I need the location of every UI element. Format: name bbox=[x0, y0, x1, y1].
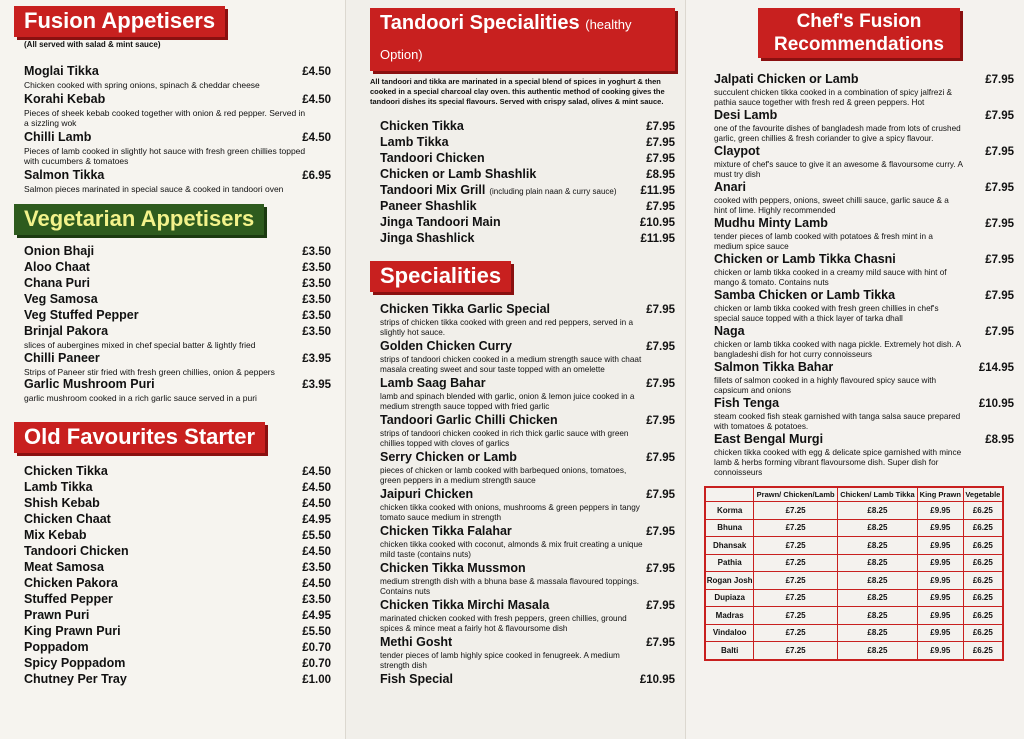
menu-item bbox=[24, 496, 331, 512]
item-price: £14.95 bbox=[978, 362, 1014, 374]
menu-item bbox=[714, 252, 1014, 268]
curry-dish-name: Vindaloo bbox=[705, 624, 754, 642]
item-price: £3.95 bbox=[302, 352, 331, 365]
curry-price-cell: £8.25 bbox=[837, 624, 917, 642]
item-description: chicken tikka cooked with onions, mushrooms & green peppers in tangy tomato sauce medium in strength bbox=[380, 503, 640, 522]
item-price: £4.50 bbox=[302, 465, 331, 478]
menu-item bbox=[24, 377, 331, 393]
item-name: Spicy Poppadom bbox=[24, 655, 126, 670]
specialities-heading: Specialities bbox=[370, 261, 511, 292]
item-price: £3.50 bbox=[302, 561, 331, 574]
curry-dish-name: Pathia bbox=[705, 554, 754, 572]
item-name: Serry Chicken or Lamb bbox=[380, 450, 517, 464]
item-price: £7.95 bbox=[985, 146, 1014, 158]
curry-table-column-header: Chicken/ Lamb Tikka bbox=[837, 487, 917, 502]
middle-panel bbox=[345, 0, 685, 739]
item-price: £7.95 bbox=[646, 600, 675, 612]
item-name: Tandoori Chicken bbox=[380, 151, 485, 165]
item-description: chicken or lamb tikka cooked in a creamy mild sauce with hint of mango & tomato. Contains nuts bbox=[714, 268, 947, 287]
item-price: £0.70 bbox=[302, 657, 331, 670]
curry-price-cell: £9.95 bbox=[917, 624, 963, 642]
curry-table-row bbox=[705, 554, 1003, 572]
curry-price-cell: £6.25 bbox=[963, 537, 1003, 555]
fusion-appetisers-heading: Fusion Appetisers bbox=[14, 6, 225, 37]
item-name: Chutney Per Tray bbox=[24, 671, 127, 686]
item-price: £7.95 bbox=[646, 137, 675, 149]
menu-item bbox=[714, 216, 1014, 232]
item-name: Chilli Lamb bbox=[24, 129, 92, 144]
curry-price-cell: £8.25 bbox=[837, 589, 917, 607]
item-name: Meat Samosa bbox=[24, 559, 104, 574]
menu-item bbox=[24, 324, 331, 340]
menu-item bbox=[24, 276, 331, 292]
item-price: £7.95 bbox=[646, 121, 675, 133]
curry-table-row bbox=[705, 502, 1003, 520]
item-price: £3.50 bbox=[302, 278, 331, 290]
tandoori-list bbox=[370, 119, 675, 247]
item-price: £7.95 bbox=[985, 290, 1014, 302]
menu-item bbox=[24, 656, 331, 672]
menu-item bbox=[24, 64, 331, 80]
curry-table-column-header bbox=[705, 487, 754, 502]
menu-item bbox=[24, 592, 331, 608]
chefs-list bbox=[704, 72, 1014, 478]
menu-item bbox=[714, 324, 1014, 340]
item-price: £7.95 bbox=[985, 182, 1014, 194]
item-price: £7.95 bbox=[985, 254, 1014, 266]
curry-table-body bbox=[705, 502, 1003, 660]
item-name: Chana Puri bbox=[24, 276, 90, 290]
item-price: £7.95 bbox=[646, 563, 675, 575]
menu-item bbox=[380, 231, 675, 247]
old-favourites-list bbox=[14, 464, 331, 688]
item-description: chicken tikka cooked with egg & delicate spice garnished with mince lamb & herbs forming vibrant flavoursome dish. Super dish for connoisseurs bbox=[714, 448, 962, 477]
item-description: chicken or lamb tikka cooked with fresh green chillies in chef's special sauce topped with a thick layer of tarka dhall bbox=[714, 304, 939, 323]
fusion-note: (All served with salad & mint sauce) bbox=[24, 40, 161, 49]
item-price: £11.95 bbox=[640, 233, 675, 245]
curry-price-table bbox=[704, 486, 1004, 661]
vegetarian-appetisers-heading: Vegetarian Appetisers bbox=[14, 204, 264, 235]
curry-table-column-header: Prawn/ Chicken/Lamb bbox=[754, 487, 838, 502]
item-name: East Bengal Murgi bbox=[714, 432, 824, 446]
curry-price-cell: £7.25 bbox=[754, 502, 838, 520]
item-name: Chicken Tikka Mirchi Masala bbox=[380, 598, 550, 612]
item-price: £3.50 bbox=[302, 593, 331, 606]
curry-price-cell: £6.25 bbox=[963, 554, 1003, 572]
menu-item bbox=[24, 512, 331, 528]
fusion-list bbox=[14, 64, 331, 194]
curry-price-cell: £8.25 bbox=[837, 607, 917, 625]
vegetarian-list bbox=[14, 244, 331, 404]
tandoori-heading bbox=[370, 8, 675, 71]
menu-item bbox=[24, 480, 331, 496]
item-price: £7.95 bbox=[646, 415, 675, 427]
item-price: £7.95 bbox=[646, 637, 675, 649]
item-name: Lamb Tikka bbox=[24, 479, 93, 494]
item-price: £7.95 bbox=[646, 341, 675, 353]
item-price: £4.50 bbox=[302, 131, 331, 144]
curry-dish-name: Rogan Josh bbox=[705, 572, 754, 590]
item-name: Jinga Tandoori Main bbox=[380, 215, 501, 229]
item-name: Naga bbox=[714, 324, 745, 338]
item-name: Salmon Tikka bbox=[24, 167, 105, 182]
item-price: £7.95 bbox=[646, 452, 675, 464]
curry-price-cell: £6.25 bbox=[963, 502, 1003, 520]
item-description: Pieces of lamb cooked in slightly hot sauce with fresh green chillies topped with cucumbers & tomatoes bbox=[24, 145, 306, 166]
item-name: Methi Gosht bbox=[380, 635, 453, 649]
item-name: Chicken or Lamb Shashlik bbox=[380, 167, 537, 181]
menu-item bbox=[24, 608, 331, 624]
curry-price-cell: £9.95 bbox=[917, 502, 963, 520]
menu-item bbox=[714, 288, 1014, 304]
menu-item bbox=[714, 180, 1014, 196]
chefs-title-line1: Chef's Fusion bbox=[796, 11, 922, 32]
item-name: Veg Stuffed Pepper bbox=[24, 308, 139, 322]
item-price: £10.95 bbox=[639, 217, 675, 229]
menu-item bbox=[380, 672, 675, 688]
item-name: Desi Lamb bbox=[714, 108, 778, 122]
item-price: £10.95 bbox=[639, 674, 675, 686]
curry-dish-name: Dupiaza bbox=[705, 589, 754, 607]
item-name: King Prawn Puri bbox=[24, 623, 121, 638]
curry-dish-name: Bhuna bbox=[705, 519, 754, 537]
menu-item bbox=[380, 151, 675, 167]
curry-price-cell: £9.95 bbox=[917, 642, 963, 660]
curry-price-cell: £7.25 bbox=[754, 589, 838, 607]
item-price: £4.95 bbox=[302, 609, 331, 622]
item-description: mixture of chef's sauce to give it an awesome & flavoursome curry. A must try dish bbox=[714, 160, 963, 179]
menu-item bbox=[24, 576, 331, 592]
item-price: £3.50 bbox=[302, 246, 331, 258]
curry-table-row bbox=[705, 572, 1003, 590]
curry-price-cell: £6.25 bbox=[963, 624, 1003, 642]
curry-dish-name: Madras bbox=[705, 607, 754, 625]
item-price: £7.95 bbox=[985, 218, 1014, 230]
item-price: £7.95 bbox=[985, 110, 1014, 122]
item-price: £4.50 bbox=[302, 545, 331, 558]
curry-price-cell: £9.95 bbox=[917, 554, 963, 572]
menu-item bbox=[24, 640, 331, 656]
item-name: Anari bbox=[714, 180, 746, 194]
old-favourites-heading: Old Favourites Starter bbox=[14, 422, 265, 453]
menu-item bbox=[380, 302, 675, 318]
item-name: Chicken Pakora bbox=[24, 575, 118, 590]
specialities-list bbox=[370, 302, 675, 688]
item-description: lamb and spinach blended with garlic, onion & lemon juice cooked in a medium strength sauce topped with fried garlic bbox=[380, 392, 635, 411]
left-panel bbox=[0, 0, 345, 739]
item-description: fillets of salmon cooked in a highly flavoured spicy sauce with capsicum and onions bbox=[714, 376, 937, 395]
item-price: £4.50 bbox=[302, 577, 331, 590]
menu-item bbox=[24, 528, 331, 544]
item-price: £3.50 bbox=[302, 294, 331, 306]
menu-item bbox=[380, 524, 675, 540]
item-name: Chicken Tikka Garlic Special bbox=[380, 302, 550, 316]
curry-price-cell: £6.25 bbox=[963, 642, 1003, 660]
curry-price-cell: £7.25 bbox=[754, 642, 838, 660]
item-name: Shish Kebab bbox=[24, 495, 100, 510]
item-name: Chicken or Lamb Tikka Chasni bbox=[714, 252, 896, 266]
item-price: £4.95 bbox=[302, 513, 331, 526]
item-suffix: (including plain naan & curry sauce) bbox=[489, 187, 617, 196]
menu-item bbox=[380, 119, 675, 135]
item-price: £5.50 bbox=[302, 625, 331, 638]
curry-table-column-header: Vegetable bbox=[963, 487, 1003, 502]
curry-price-cell: £7.25 bbox=[754, 554, 838, 572]
item-price: £3.95 bbox=[302, 379, 331, 391]
curry-price-cell: £9.95 bbox=[917, 537, 963, 555]
item-name: Tandoori Mix Grill bbox=[380, 183, 486, 197]
curry-price-cell: £9.95 bbox=[917, 607, 963, 625]
item-price: £7.95 bbox=[646, 153, 675, 165]
curry-table-column-header: King Prawn bbox=[917, 487, 963, 502]
item-description: chicken tikka cooked with coconut, almonds & mix fruit creating a unique mild taste (contains nuts) bbox=[380, 540, 643, 559]
menu-item bbox=[380, 183, 675, 199]
item-name: Lamb Saag Bahar bbox=[380, 376, 486, 390]
item-description: cooked with peppers, onions, sweet chilli sauce, garlic sauce & a hint of lime. Highly recommended bbox=[714, 196, 949, 215]
item-name: Paneer Shashlik bbox=[380, 199, 477, 213]
curry-price-cell: £7.25 bbox=[754, 624, 838, 642]
item-name: Tandoori Garlic Chilli Chicken bbox=[380, 413, 558, 427]
curry-price-cell: £7.25 bbox=[754, 519, 838, 537]
item-price: £7.95 bbox=[985, 326, 1014, 338]
item-price: £4.50 bbox=[302, 66, 331, 78]
item-description: slices of aubergines mixed in chef special batter & lightly fried bbox=[24, 340, 256, 350]
curry-dish-name: Balti bbox=[705, 642, 754, 660]
item-description: medium strength dish with a bhuna base & massala flavoured toppings. Contains nuts bbox=[380, 577, 639, 596]
item-price: £4.50 bbox=[302, 497, 331, 510]
curry-price-cell: £8.25 bbox=[837, 572, 917, 590]
item-price: £7.95 bbox=[646, 378, 675, 390]
chefs-heading bbox=[758, 8, 960, 58]
item-price: £3.50 bbox=[302, 262, 331, 274]
curry-price-cell: £6.25 bbox=[963, 607, 1003, 625]
item-name: Salmon Tikka Bahar bbox=[714, 360, 834, 374]
curry-price-cell: £8.25 bbox=[837, 554, 917, 572]
item-name: Moglai Tikka bbox=[24, 64, 99, 78]
menu-item bbox=[380, 598, 675, 614]
menu-item bbox=[714, 108, 1014, 124]
menu-item bbox=[714, 144, 1014, 160]
item-name-wrap bbox=[380, 183, 617, 199]
item-name: Chicken Tikka bbox=[380, 119, 464, 133]
item-description: Chicken cooked with spring onions, spinach & cheddar cheese bbox=[24, 80, 260, 90]
curry-price-cell: £8.25 bbox=[837, 502, 917, 520]
item-description: Strips of Paneer stir fried with fresh green chillies, onion & peppers bbox=[24, 366, 275, 377]
item-name: Tandoori Chicken bbox=[24, 543, 129, 558]
item-name: Claypot bbox=[714, 144, 760, 158]
item-price: £7.95 bbox=[646, 526, 675, 538]
item-price: £1.00 bbox=[302, 673, 331, 686]
item-name: Chicken Chaat bbox=[24, 511, 111, 526]
curry-dish-name: Dhansak bbox=[705, 537, 754, 555]
curry-price-cell: £6.25 bbox=[963, 589, 1003, 607]
item-name: Fish Special bbox=[380, 672, 453, 686]
item-name: Veg Samosa bbox=[24, 292, 98, 306]
item-name: Prawn Puri bbox=[24, 607, 90, 622]
curry-table-header bbox=[705, 487, 1003, 502]
item-price: £5.50 bbox=[302, 529, 331, 542]
item-name: Fish Tenga bbox=[714, 396, 780, 410]
curry-price-cell: £9.95 bbox=[917, 519, 963, 537]
menu-item bbox=[380, 215, 675, 231]
item-price: £4.50 bbox=[302, 481, 331, 494]
item-name: Chicken Tikka Falahar bbox=[380, 524, 512, 538]
item-price: £8.95 bbox=[646, 169, 675, 181]
curry-price-cell: £6.25 bbox=[963, 572, 1003, 590]
item-name: Chicken Tikka bbox=[24, 463, 108, 478]
item-description: strips of chicken tikka cooked with green and red peppers, served in a slightly hot sauce. bbox=[380, 318, 634, 337]
item-name: Samba Chicken or Lamb Tikka bbox=[714, 288, 896, 302]
item-name: Mix Kebab bbox=[24, 527, 87, 542]
curry-price-cell: £8.25 bbox=[837, 519, 917, 537]
item-description: chicken or lamb tikka cooked with naga pickle. Extremely hot dish. A bangladeshi dish for hot curry connoisseurs bbox=[714, 340, 961, 359]
curry-table-row bbox=[705, 537, 1003, 555]
item-name: Brinjal Pakora bbox=[24, 324, 109, 338]
item-description: garlic mushroom cooked in a rich garlic sauce served in a puri bbox=[24, 393, 257, 403]
menu-item bbox=[24, 560, 331, 576]
tandoori-title: Tandoori Specialities bbox=[380, 12, 580, 34]
menu-item bbox=[714, 432, 1014, 448]
item-price: £0.70 bbox=[302, 641, 331, 654]
curry-price-cell: £7.25 bbox=[754, 537, 838, 555]
item-name: Jaipuri Chicken bbox=[380, 487, 474, 501]
tandoori-subtitle: (healthy Option) bbox=[380, 17, 632, 62]
menu-item bbox=[24, 92, 331, 108]
menu-item bbox=[714, 72, 1014, 88]
item-description: tender pieces of lamb cooked with potatoes & fresh mint in a medium spice sauce bbox=[714, 232, 933, 251]
item-description: Salmon pieces marinated in special sauce & cooked in tandoori oven bbox=[24, 183, 284, 194]
item-name: Stuffed Pepper bbox=[24, 591, 113, 606]
item-name: Aloo Chaat bbox=[24, 260, 90, 274]
item-price: £4.50 bbox=[302, 93, 331, 106]
right-panel bbox=[685, 0, 1024, 739]
item-name: Korahi Kebab bbox=[24, 91, 106, 106]
item-name: Chicken Tikka Mussmon bbox=[380, 561, 526, 575]
menu-item bbox=[380, 413, 675, 429]
item-name: Poppadom bbox=[24, 639, 89, 654]
item-price: £10.95 bbox=[978, 398, 1014, 410]
item-description: steam cooked fish steak garnished with tanga salsa sauce prepared with tomatoes & potatoes. bbox=[714, 412, 961, 431]
item-name: Garlic Mushroom Puri bbox=[24, 377, 155, 391]
menu-item bbox=[24, 292, 331, 308]
item-description: strips of tandoori chicken cooked in rich thick garlic sauce with green chillies topped with cloves of garlics bbox=[380, 429, 629, 448]
item-price: £11.95 bbox=[640, 185, 675, 197]
curry-price-cell: £8.25 bbox=[837, 642, 917, 660]
item-description: pieces of chicken or lamb cooked with barbequed onions, tomatoes, green peppers in a medium strength sauce bbox=[380, 466, 627, 485]
item-price: £7.95 bbox=[985, 74, 1014, 86]
menu-item bbox=[380, 450, 675, 466]
menu-item bbox=[380, 561, 675, 577]
item-description: tender pieces of lamb highly spice cooked in fenugreek. A medium strength dish bbox=[380, 651, 620, 670]
menu-item bbox=[380, 635, 675, 651]
menu-item bbox=[24, 672, 331, 688]
item-description: succulent chicken tikka cooked in a combination of spicy jalfrezi & pathia sauce together with fresh red & green peppers. Hot bbox=[714, 88, 953, 107]
menu-item bbox=[714, 396, 1014, 412]
curry-table-row bbox=[705, 519, 1003, 537]
item-price: £3.50 bbox=[302, 326, 331, 338]
menu-item bbox=[24, 308, 331, 324]
menu-item bbox=[380, 487, 675, 503]
menu-item bbox=[380, 339, 675, 355]
item-name: Chilli Paneer bbox=[24, 350, 100, 365]
menu-item bbox=[24, 464, 331, 480]
item-name: Lamb Tikka bbox=[380, 135, 449, 149]
item-name: Golden Chicken Curry bbox=[380, 339, 512, 353]
item-description: one of the favourite dishes of bangladesh made from lots of crushed garlic, green chillies & fresh coriander to give a spicy flavour. bbox=[714, 124, 961, 143]
menu-item bbox=[24, 351, 331, 367]
item-price: £3.50 bbox=[302, 310, 331, 322]
curry-price-cell: £6.25 bbox=[963, 519, 1003, 537]
menu-item bbox=[24, 168, 331, 184]
item-price: £7.95 bbox=[646, 304, 675, 316]
item-description: marinated chicken cooked with fresh peppers, green chillies, ground spices & mince meat a fairly hot & flavoursome dish bbox=[380, 614, 627, 633]
menu-item bbox=[380, 376, 675, 392]
curry-price-cell: £9.95 bbox=[917, 572, 963, 590]
menu-item bbox=[380, 167, 675, 183]
menu-item bbox=[24, 544, 331, 560]
item-name: Onion Bhaji bbox=[24, 244, 95, 258]
curry-table-row bbox=[705, 607, 1003, 625]
curry-table-row bbox=[705, 642, 1003, 660]
item-name: Jinga Shashlick bbox=[380, 231, 475, 245]
curry-table-row bbox=[705, 589, 1003, 607]
menu-item bbox=[380, 199, 675, 215]
menu-item bbox=[24, 260, 331, 276]
item-price: £8.95 bbox=[985, 434, 1014, 446]
curry-price-cell: £7.25 bbox=[754, 607, 838, 625]
curry-dish-name: Korma bbox=[705, 502, 754, 520]
item-description: Pieces of sheek kebab cooked together with onion & red pepper. Served in a sizzling wok bbox=[24, 107, 306, 128]
curry-price-cell: £7.25 bbox=[754, 572, 838, 590]
tandoori-note: All tandoori and tikka are marinated in a special blend of spices in yoghurt & then cooked in a special charcoal clay oven. this authentic method of cooking gives the tandoori dishes its special flavours. Served with crispy salad, olives & mint sauce. bbox=[370, 77, 665, 106]
chefs-title-line2: Recommendations bbox=[774, 34, 944, 55]
curry-price-cell: £9.95 bbox=[917, 589, 963, 607]
menu-item bbox=[714, 360, 1014, 376]
menu-item bbox=[380, 135, 675, 151]
item-price: £7.95 bbox=[646, 489, 675, 501]
item-name: Mudhu Minty Lamb bbox=[714, 216, 828, 230]
menu-item bbox=[24, 130, 331, 146]
item-price: £6.95 bbox=[302, 169, 331, 182]
curry-price-cell: £8.25 bbox=[837, 537, 917, 555]
menu-item bbox=[24, 244, 331, 260]
menu-item bbox=[24, 624, 331, 640]
item-price: £7.95 bbox=[646, 201, 675, 213]
curry-table-row bbox=[705, 624, 1003, 642]
item-description: strips of tandoori chicken cooked in a medium strength sauce with chaat masala creating sweet and sour taste topped with an omelette bbox=[380, 355, 642, 374]
item-name: Jalpati Chicken or Lamb bbox=[714, 72, 859, 86]
